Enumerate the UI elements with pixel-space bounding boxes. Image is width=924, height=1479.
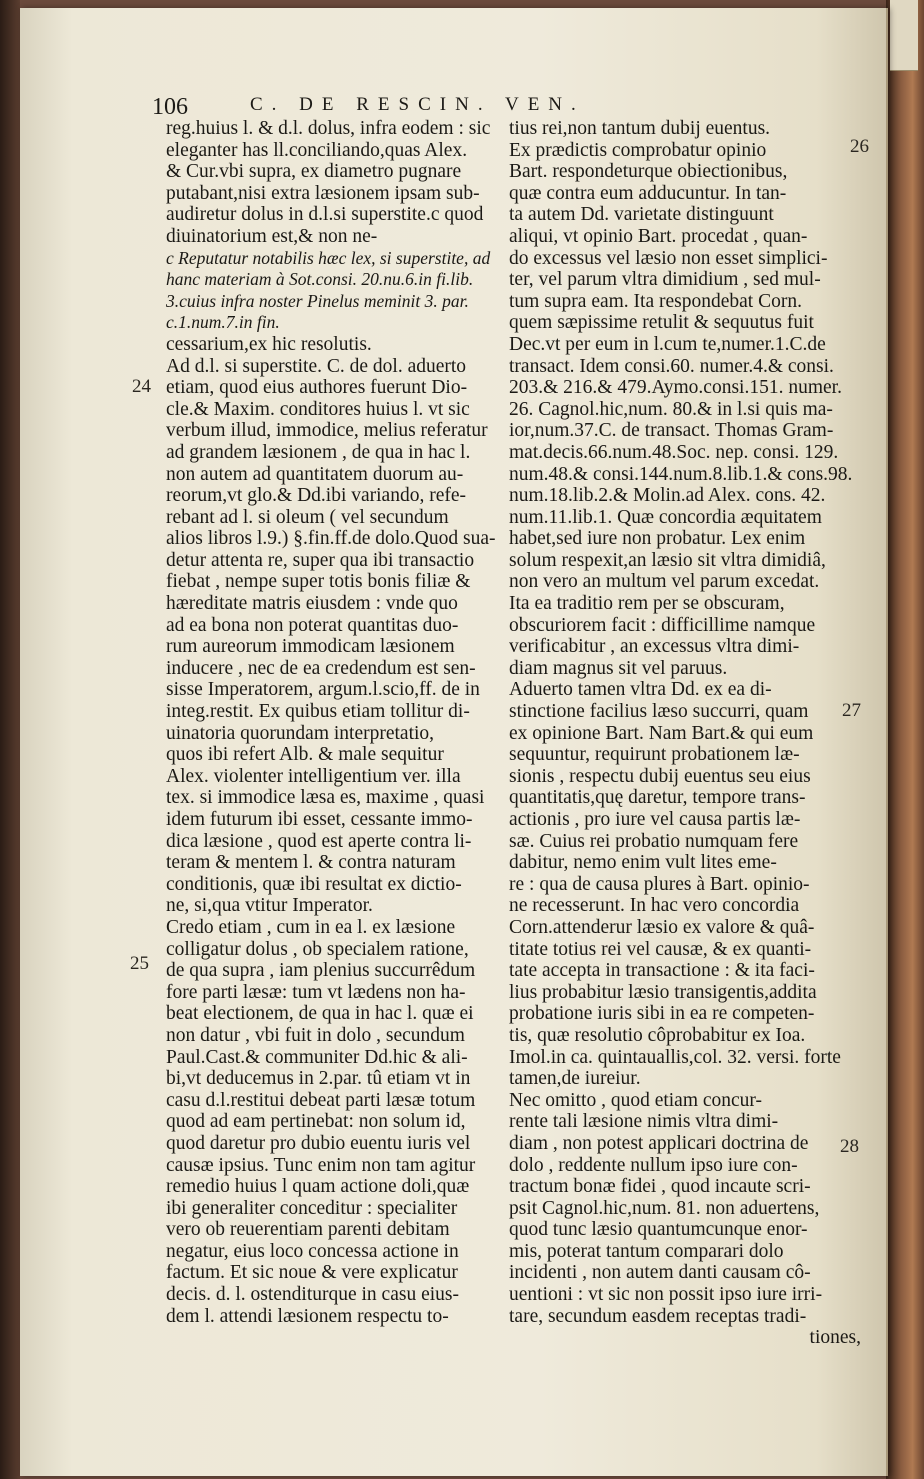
text-line: Ad d.l. si superstite. C. de dol. aduerto [166, 355, 467, 377]
text-line: reg.huius l. & d.l. dolus, infra eodem : sic [166, 118, 491, 139]
text-line: c.1.num.7.in fin. [166, 312, 280, 333]
text-line: non vero an multum vel parum excedat. [509, 571, 820, 593]
margin-number-25: 25 [130, 953, 149, 974]
text-line: num.48.& consi.144.num.8.lib.1.& cons.98. [509, 463, 853, 485]
text-line: non datur , vbi fuit in dolo , secundum [166, 1024, 465, 1046]
text-line: detur attenta re, super qua ibi transactio [166, 549, 475, 571]
text-line: 26. Cagnol.hic,num. 80.& in l.si quis ma- [509, 398, 833, 420]
left-column [166, 118, 506, 1327]
text-line: tare, secundum easdem receptas tradi- [509, 1305, 807, 1327]
text-line: actionis , pro iure vel causa partis læ- [509, 809, 801, 830]
text-line: etiam, quod eius authores fuerunt Dio- [166, 377, 468, 399]
text-line: quod ad eam pertinebat: non solum id, [166, 1111, 466, 1133]
text-line: stinctione facilius læso succurri, quam [509, 701, 809, 723]
text-line: idem futurum ibi esset, cessante immo- [166, 809, 473, 830]
text-line: ta autem Dd. varietate distinguunt [509, 204, 774, 226]
page-number: 106 [152, 94, 188, 120]
text-line: 3.cuius infra noster Pinelus meminit 3. par. [166, 290, 469, 311]
text-line: reorum,vt glo.& Dd.ibi variando, refe- [166, 485, 466, 507]
text-line: ne, si,qua vtitur Imperator. [166, 895, 373, 917]
text-line: Nec omitto , quod etiam concur- [509, 1089, 763, 1111]
text-line: quod daretur pro dubio euentu iuris vel [166, 1132, 471, 1154]
text-line: Bart. respondeturque obiectionibus, [509, 161, 788, 183]
text-line: lius probabitur læsio transigentis,addita [509, 981, 817, 1003]
text-line: colligatur dolus , ob specialem ratione, [166, 938, 469, 960]
text-line: ibi generaliter conceditur : specialiter [166, 1197, 458, 1219]
right-column [509, 118, 871, 1349]
text-line: de qua supra , iam plenius succurrêdum [166, 960, 476, 982]
text-line: num.18.lib.2.& Molin.ad Alex. cons. 42. [509, 485, 826, 507]
book-page [20, 8, 888, 1476]
text-line: negatur, eius loco concessa actione in [166, 1240, 459, 1262]
text-line: audiretur dolus in d.l.si superstite.c quod [166, 204, 484, 226]
text-line: cle.& Maxim. conditores huius l. vt sic [166, 398, 470, 420]
text-line: quæ contra eum adducuntur. In tan- [509, 182, 787, 204]
running-head: C. DE RESCIN. VEN. [250, 94, 585, 115]
text-line: vero ob reuerentiam parenti debitam [166, 1219, 450, 1241]
text-line: diuinatorium est,& non ne- [166, 225, 378, 247]
text-line: c Reputatur notabilis hæc lex, si superstite, ad [166, 247, 491, 268]
text-line: dem l. attendi læsionem respectu to- [166, 1305, 449, 1327]
text-line: Ex prædictis comprobatur opinio [509, 139, 767, 161]
text-line: decis. d. l. ostenditurque in casu eius- [166, 1284, 459, 1306]
text-line: rente tali læsione nimis vltra dimi- [509, 1111, 779, 1133]
text-line: & Cur.vbi supra, ex diametro pugnare [166, 161, 462, 183]
text-line: quantitatis,quę daretur, tempore trans- [509, 787, 806, 809]
text-line: ior,num.37.C. de transact. Thomas Gram- [509, 420, 834, 442]
text-line: tiones, [809, 1327, 861, 1349]
text-line: tius rei,non tantum dubij euentus. [509, 118, 771, 139]
text-line: tex. si immodice læsa es, maxime , quasi [166, 787, 485, 809]
text-line: eleganter has ll.conciliando,quas Alex. [166, 139, 468, 161]
text-line: factum. Et sic noue & vere explicatur [166, 1262, 458, 1284]
text-line: conditionis, quæ ibi resultat ex dictio- [166, 873, 462, 895]
text-line: obscuriorem facit : difficillime namque [509, 614, 816, 636]
text-line: do excessus vel læsio non esset simplici- [509, 247, 828, 269]
text-line: sequuntur, requirunt probationem læ- [509, 744, 800, 766]
text-line: causæ ipsius. Tunc enim non tam agitur [166, 1154, 476, 1176]
left-page-edge [0, 0, 20, 1479]
text-line: uentioni : vt sic non possit ipso iure irri- [509, 1284, 823, 1306]
text-line: psit Cagnol.hic,num. 81. non aduertens, [509, 1197, 820, 1219]
text-line: dica læsione , quod est aperte contra li- [166, 830, 472, 852]
text-line: Ita ea traditio rem per se obscuram, [509, 593, 785, 615]
text-line: casu d.l.restitui debeat parti læsæ totum [166, 1089, 476, 1111]
text-line: sionis , respectu dubij euentus seu eius [509, 765, 811, 787]
text-line: quem sæpissime retulit & sequutus fuit [509, 312, 814, 334]
text-line: solum respexit,an læsio sit vltra dimidiâ, [509, 549, 826, 571]
text-line: Imol.in ca. quintauallis,col. 32. versi. forte [509, 1046, 841, 1068]
text-line: cessarium,ex hic resolutis. [166, 333, 372, 355]
text-line: tate accepta in transactione : & ita faci- [509, 960, 815, 982]
text-line: remedio huius l quam actione doli,quæ [166, 1176, 470, 1198]
text-line: probatione iuris sibi in ea re competen- [509, 1003, 815, 1025]
text-line: integ.restit. Ex quibus etiam tollitur di- [166, 701, 470, 723]
text-line: tis, quæ resolutio côprobabitur ex Ioa. [509, 1024, 806, 1046]
text-line: ad grandem læsionem , de qua in hac l. [166, 441, 471, 463]
text-line: diam magnus sit vel paruus. [509, 657, 728, 679]
text-line: sæ. Cuius rei probatio numquam fere [509, 830, 799, 852]
text-line: quod tunc læsio quantumcunque enor- [509, 1219, 808, 1241]
text-line: non autem ad quantitatem duorum au- [166, 463, 464, 485]
text-line: transact. Idem consi.60. numer.4.& consi. [509, 355, 834, 377]
text-line: teram & mentem l. & contra naturam [166, 852, 456, 874]
text-line: num.11.lib.1. Quæ concordia æquitatem [509, 506, 822, 528]
margin-number-24: 24 [132, 376, 151, 397]
text-line: beat electionem, de qua in hac l. quæ ei [166, 1003, 474, 1025]
text-line: dolo , reddente nullum ipso iure con- [509, 1154, 798, 1176]
book-binding [886, 0, 924, 1479]
text-line: ter, vel parum vltra dimidium , sed mul- [509, 269, 821, 291]
text-line: sisse Imperatorem, argum.l.scio,ff. de in [166, 679, 480, 701]
text-line: tum supra eam. Ita respondebat Corn. [509, 290, 802, 312]
text-line: Aduerto tamen vltra Dd. ex ea di- [509, 679, 772, 701]
text-line: 203.& 216.& 479.Aymo.consi.151. numer. [509, 377, 842, 399]
text-line: putabant,nisi extra læsionem ipsam sub- [166, 182, 480, 204]
text-line: Dec.vt per eum in l.cum te,numer.1.C.de [509, 333, 826, 355]
text-line: tamen,de iureiur. [509, 1068, 641, 1090]
text-line: mat.decis.66.num.48.Soc. nep. consi. 129. [509, 441, 839, 463]
text-line: fore parti læsæ: tum vt lædens non ha- [166, 981, 466, 1003]
text-line: hæreditate matris eiusdem : vnde quo [166, 593, 458, 615]
margin-number-28: 28 [840, 1136, 859, 1157]
text-line: mis, poterat tantum comparari dolo [509, 1240, 784, 1262]
text-line: alios libros l.9.) §.fin.ff.de dolo.Quod sua- [166, 528, 496, 550]
text-line: verificabitur , an excessus vltra dimi- [509, 636, 800, 658]
paper-tab [890, 0, 918, 71]
text-line: uinatoria quorundam interpretatio, [166, 722, 435, 744]
page-header [20, 92, 886, 120]
text-line: Credo etiam , cum in ea l. ex læsione [166, 916, 456, 938]
text-line: diam , non potest applicari doctrina de [509, 1132, 809, 1154]
text-line: hanc materiam à Sot.consi. 20.nu.6.in fi.lib. [166, 269, 474, 290]
text-line: inducere , nec de ea credendum est sen- [166, 657, 476, 679]
text-line: aliqui, vt opinio Bart. procedat , quan- [509, 225, 808, 247]
text-line: ex opinione Bart. Nam Bart.& qui eum [509, 722, 814, 744]
text-line: Alex. violenter intelligentium ver. illa [166, 765, 461, 787]
text-line: incidenti , non autem danti causam cô- [509, 1262, 811, 1284]
text-line: ad ea bona non poterat quantitas duo- [166, 614, 459, 636]
text-line: fiebat , nempe super totis bonis filiæ & [166, 571, 471, 593]
text-line: Corn.attenderur læsio ex valore & quâ- [509, 916, 815, 938]
text-line: habet,sed iure non probatur. Lex enim [509, 528, 806, 550]
text-line: verbum illud, immodice, melius referatur [166, 420, 488, 442]
margin-number-27: 27 [842, 700, 861, 721]
text-line: re : qua de causa plures à Bart. opinio- [509, 873, 810, 895]
text-line: rebant ad l. si oleum ( vel secundum [166, 506, 449, 528]
text-line: dabitur, nemo enim vult lites eme- [509, 852, 777, 874]
text-line: tractum bonæ fidei , quod incaute scri- [509, 1176, 811, 1198]
text-line: ne recesserunt. In hac vero concordia [509, 895, 800, 917]
text-line: Paul.Cast.& communiter Dd.hic & ali- [166, 1046, 468, 1068]
text-line: quos ibi refert Alb. & male sequitur [166, 744, 444, 766]
text-line: titate totius rei vel causæ, & ex quanti- [509, 938, 812, 960]
text-line: bi,vt deducemus in 2.par. tû etiam vt in [166, 1068, 471, 1090]
text-line: rum aureorum immodicam læsionem [166, 636, 455, 658]
margin-number-26: 26 [850, 136, 869, 157]
